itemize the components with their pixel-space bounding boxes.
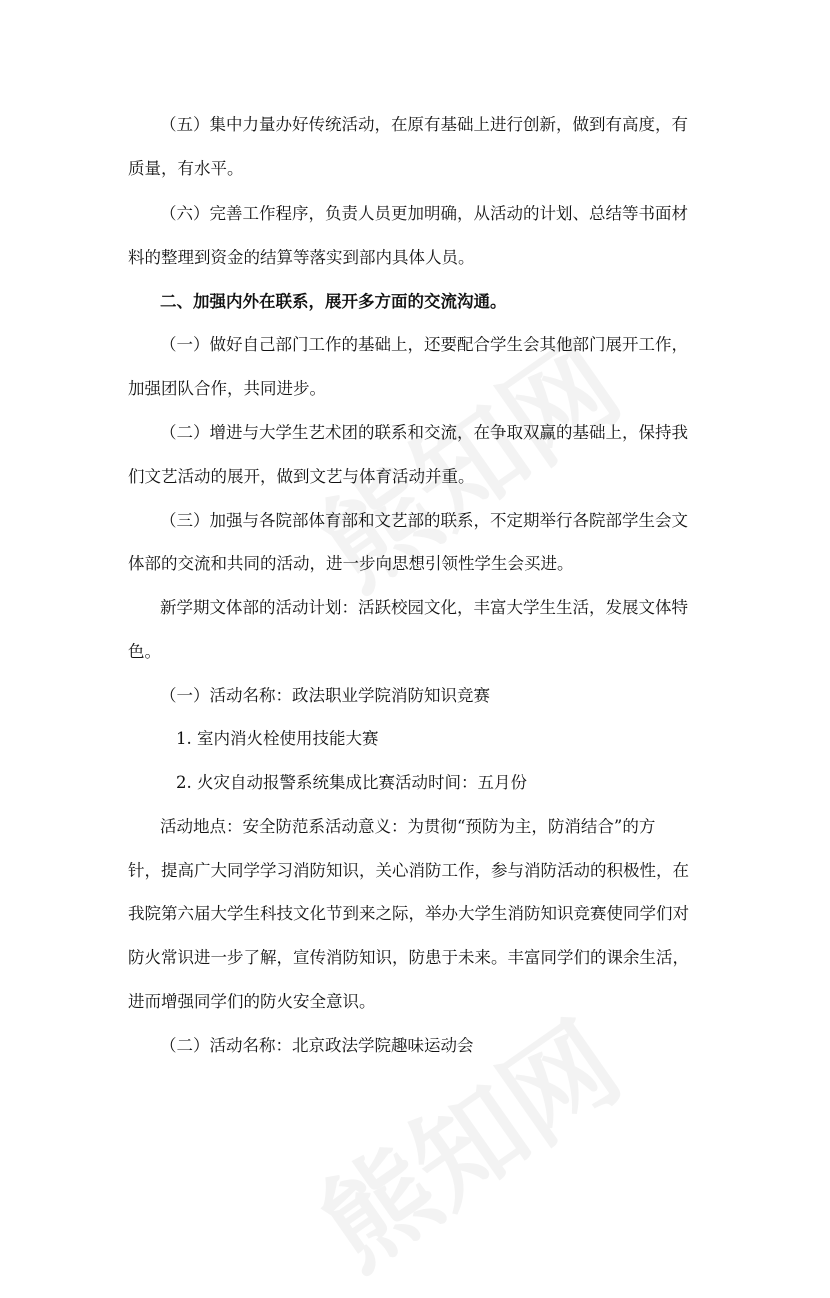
paragraph-line: 防火常识进一步了解，宣传消防知识，防患于未来。丰富同学们的课余生活， <box>128 948 689 967</box>
paragraph-line: 料的整理到资金的结算等落实到部内具体人员。 <box>128 248 475 267</box>
activity-title: （一）活动名称：政法职业学院消防知识竞赛 <box>160 686 490 705</box>
paragraph-line: （二）增进与大学生艺术团的联系和交流，在争取双赢的基础上，保持我 <box>160 423 688 442</box>
paragraph-line: （六）完善工作程序，负责人员更加明确，从活动的计划、总结等书面材 <box>160 204 688 223</box>
paragraph-line: 针，提高广大同学学习消防知识，关心消防工作，参与消防活动的积极性，在 <box>128 861 689 880</box>
paragraph-line: （三）加强与各院部体育部和文艺部的联系，不定期举行各院部学生会文 <box>160 511 688 530</box>
paragraph-line: 新学期文体部的活动计划：活跃校园文化，丰富大学生生活，发展文体特 <box>160 598 688 617</box>
paragraph-line: 加强团队合作，共同进步。 <box>128 379 326 398</box>
paragraph-line: 进而增强同学们的防火安全意识。 <box>128 992 376 1011</box>
paragraph-line: 我院第六届大学生科技文化节到来之际，举办大学生消防知识竞赛使同学们对 <box>128 904 689 923</box>
paragraph-line: 活动地点：安全防范系活动意义：为贯彻“预防为主，防消结合”的方 <box>160 817 656 836</box>
paragraph-line: （五）集中力量办好传统活动，在原有基础上进行创新，做到有高度，有 <box>160 115 688 134</box>
paragraph-line: （一）做好自己部门工作的基础上，还要配合学生会其他部门展开工作， <box>160 335 688 354</box>
list-item: 2. 火灾自动报警系统集成比赛活动时间：五月份 <box>176 773 527 792</box>
activity-title: （二）活动名称：北京政法学院趣味运动会 <box>160 1036 474 1055</box>
paragraph-line: 们文艺活动的展开，做到文艺与体育活动并重。 <box>128 467 475 486</box>
paragraph-line: 质量，有水平。 <box>128 159 244 178</box>
paragraph-line: 色。 <box>128 642 161 661</box>
section-heading: 二、加强内外在联系，展开多方面的交流沟通。 <box>160 292 507 311</box>
paragraph-line: 体部的交流和共同的活动，进一步向思想引领性学生会买进。 <box>128 554 574 573</box>
list-item: 1. 室内消火栓使用技能大赛 <box>176 729 379 748</box>
